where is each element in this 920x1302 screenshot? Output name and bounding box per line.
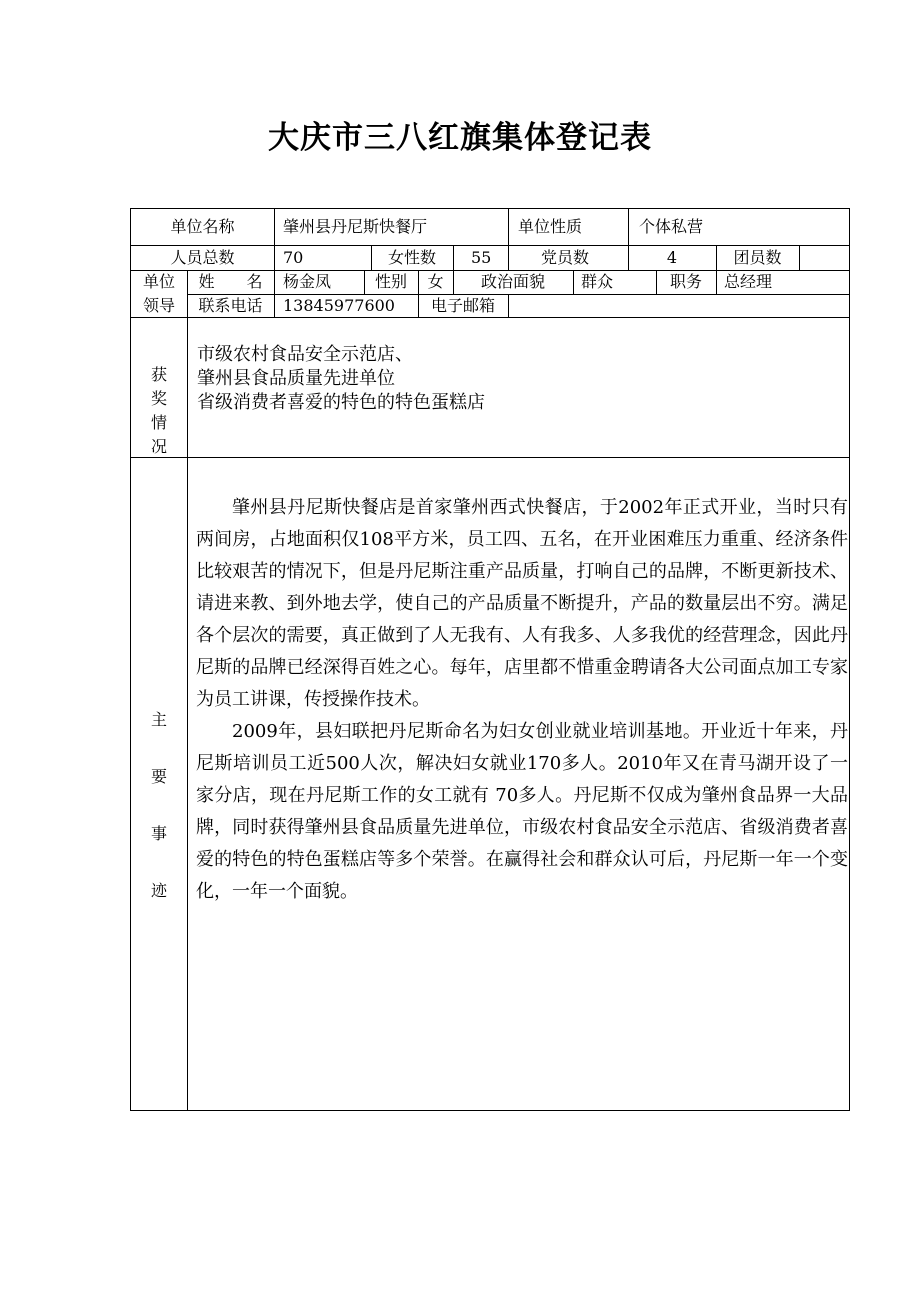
deeds-label: 主 要 事 迹 [150,710,167,900]
col-divider [573,270,574,294]
leader-name-value: 杨金凤 [283,272,332,291]
email-label: 电子邮箱 [430,296,495,315]
staff-total-value: 70 [283,248,304,267]
position-value: 总经理 [724,272,773,291]
col-divider [274,209,275,245]
leader-section-label: 单位 [142,272,175,291]
col-divider [716,270,717,294]
unit-type-value: 个体私营 [639,217,704,236]
female-count-value: 55 [471,248,492,267]
row-divider [131,457,849,458]
phone-value: 13845977600 [283,296,395,315]
col-divider [508,209,509,245]
row-divider [131,245,849,246]
col-divider [274,294,275,317]
gender-label: 性别 [374,272,407,291]
political-status-label: 政治面貌 [480,272,545,291]
leader-section-label: 领导 [142,296,175,315]
awards-list [197,343,485,415]
female-count-label: 女性数 [387,248,436,267]
unit-name-value: 肇州县丹尼斯快餐厅 [283,217,428,236]
col-divider [799,245,800,270]
league-count-label: 团员数 [733,248,782,267]
col-divider [274,270,275,294]
col-divider [274,245,275,270]
unit-name-label: 单位名称 [170,217,235,236]
deeds-text [196,492,848,908]
award-line: 肇州县食品质量先进单位 [197,368,395,389]
col-divider [508,245,509,270]
page-title: 大庆市三八红旗集体登记表 [268,120,652,156]
row-divider [187,294,849,295]
unit-type-label: 单位性质 [518,217,583,236]
col-divider [508,294,509,317]
party-count-label: 党员数 [541,248,590,267]
registration-form [130,208,850,1111]
award-line: 市级农村食品安全示范店、 [197,344,413,365]
awards-label: 获 奖 情 况 [150,365,167,456]
col-divider [453,245,454,270]
party-count-value: 4 [666,248,678,267]
position-label: 职务 [669,272,702,291]
deeds-paragraph: 肇州县丹尼斯快餐店是首家肇州西式快餐店，于2002年正式开业，当时只有两间房，占地面积仅108平方米，员工四、五名，在开业困难压力重重、经济条件比较艰苦的情况下，但是丹尼斯注重产品质量，打响自己的品牌，不断更新技术、请进来教、到外地去学，使自己的产品质量不断提升，产品的数量层出不穷。满足各个层次的需要，真正做到了人无我有、人有我多、人多我优的经营理念，因此丹尼斯的品牌已经深得百姓之心。每年，店里都不惜重金聘请各大公司面点加工专家为员工讲课，传授操作技术。 [196,497,848,710]
award-line: 省级消费者喜爱的特色的特色蛋糕店 [197,392,485,413]
leader-name-label: 姓 名 [198,272,263,291]
staff-total-label: 人员总数 [170,248,235,267]
phone-label: 联系电话 [198,296,263,315]
col-divider [628,209,629,245]
political-status-value: 群众 [581,272,614,291]
row-divider [131,270,849,271]
col-divider [187,317,188,1110]
gender-value: 女 [427,272,444,291]
row-divider [131,317,849,318]
deeds-paragraph: 2009年，县妇联把丹尼斯命名为妇女创业就业培训基地。开业近十年来，丹尼斯培训员工近500人次，解决妇女就业170多人。2010年又在青马湖开设了一家分店，现在丹尼斯工作的女工就有 70多人。丹尼斯不仅成为肇州食品界一大品牌，同时获得肇州县食品质量先进单位，市级农村食品安全示范店、省级消费者喜爱的特色的特色蛋糕店等多个荣誉。在赢得社会和群众认可后，丹尼斯一年一个变化，一年一个面貌。 [196,721,848,902]
